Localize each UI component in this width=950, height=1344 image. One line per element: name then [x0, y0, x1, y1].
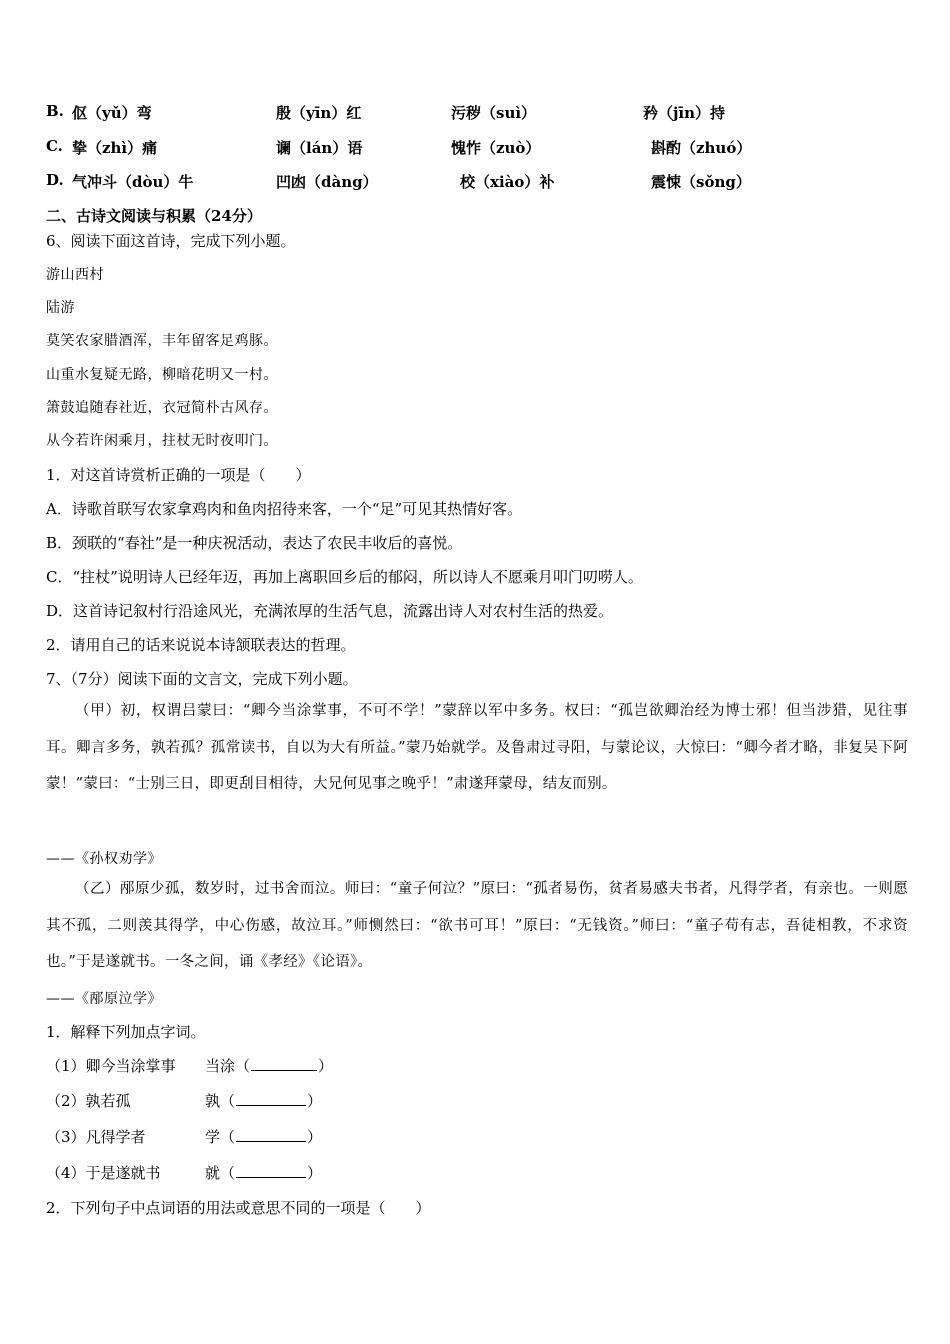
answer-blank[interactable] — [251, 1056, 317, 1071]
explain-item-1-text: （1）卿今当涂掌事 — [46, 1057, 176, 1075]
explain-item-3-text: （3）凡得学者 — [46, 1128, 146, 1146]
explain-item-1-answer — [205, 1055, 333, 1076]
explain-item-4-word: 就（ — [205, 1164, 236, 1182]
q6-choice-b: B．颈联的“春社”是一种庆祝活动，表达了农民丰收后的喜悦。 — [46, 534, 463, 552]
option-d-item-3: 校（xiào）补 — [460, 173, 555, 191]
explain-item-2-text: （2）孰若孤 — [46, 1092, 131, 1110]
option-d-item-4: 震悚（sǒng） — [651, 173, 751, 191]
option-c-item-3: 愧怍（zuò） — [451, 139, 541, 157]
option-c-item-4: 斟酌（zhuó） — [651, 139, 752, 157]
q6-sub1: 1．对这首诗赏析正确的一项是（ ） — [46, 466, 311, 484]
section-title: 二、古诗文阅读与积累（24分） — [46, 207, 262, 225]
passage-a: （甲）初，权谓吕蒙曰：“卿今当涂掌事，不可不学！”蒙辞以军中多务。权曰：“孤岂欲卿治经为博士邪！但当涉猎，见往事耳。卿言多务，孰若孤？孤常读书，自以为大有所益。”蒙乃始就学。及鲁肃过寻阳，与蒙论议，大惊曰：“卿今者才略，非复吴下阿蒙！”蒙曰：“士别三日，即更刮目相待，大兄何见事之晚乎！”肃遂拜蒙母，结友而别。 — [46, 703, 908, 792]
q6-choice-d: D．这首诗记叙村行沿途风光，充满浓厚的生活气息，流露出诗人对农村生活的热爱。 — [46, 602, 614, 620]
q7-prompt: 7、（7分）阅读下面的文言文，完成下列小题。 — [46, 670, 358, 688]
explain-item-3-close: ） — [307, 1128, 323, 1146]
explain-item-2-close: ） — [307, 1092, 323, 1110]
option-c-item-2: 谰（lán）语 — [276, 139, 363, 157]
option-b-item-1: 伛（yǔ）弯 — [72, 104, 152, 122]
source-b: ——《邴原泣学》 — [46, 991, 162, 1007]
explain-item-2-word: 孰（ — [205, 1092, 236, 1110]
q6-choice-a: A．诗歌首联写农家拿鸡肉和鱼肉招待来客，一个“足”可见其热情好客。 — [46, 500, 523, 518]
explain-item-4-answer — [205, 1162, 322, 1183]
q7-sub2: 2．下列句子中点词语的用法或意思不同的一项是（ ） — [46, 1199, 431, 1217]
explain-item-1-word: 当涂（ — [205, 1057, 251, 1075]
q6-sub2: 2．请用自己的话来说说本诗颔联表达的哲理。 — [46, 636, 356, 654]
poem-title: 游山西村 — [46, 267, 104, 283]
explain-item-2-answer — [205, 1090, 322, 1111]
option-d-item-1: 气冲斗（dòu）牛 — [72, 173, 194, 191]
poem-author: 陆游 — [46, 300, 75, 316]
passage-b: （乙）邴原少孤，数岁时，过书舍而泣。师曰：“童子何泣？”原曰：“孤者易伤，贫者易感夫书者，凡得学者，有亲也。一则愿其不孤，二则羡其得学，中心伤感，故泣耳。”师恻然曰：“欲书可耳！”原曰：“无钱资。”师曰：“童子苟有志，吾徒相教，不求资也。”于是遂就书。一冬之间，诵《孝经》《论语》。 — [46, 881, 908, 970]
answer-blank[interactable] — [236, 1091, 306, 1106]
source-a: ——《孙权劝学》 — [46, 851, 162, 867]
option-b-label: B. — [46, 102, 64, 120]
option-b-item-4: 矜（jīn）持 — [643, 104, 726, 122]
q6-choice-c: C．“拄杖”说明诗人已经年迈，再加上离职回乡后的郁闷，所以诗人不愿乘月叩门叨唠人。 — [46, 568, 643, 586]
q6-prompt: 6、阅读下面这首诗，完成下列小题。 — [46, 232, 296, 250]
option-d-label: D. — [46, 171, 64, 189]
answer-blank[interactable] — [236, 1127, 306, 1142]
q7-sub1: 1．解释下列加点字词。 — [46, 1023, 206, 1041]
option-c-item-1: 挚（zhì）痛 — [72, 139, 158, 157]
answer-blank[interactable] — [236, 1163, 306, 1178]
explain-item-4-text: （4）于是遂就书 — [46, 1164, 161, 1182]
poem-line: 箫鼓追随春社近，衣冠简朴古风存。 — [46, 400, 278, 416]
poem-line: 从今若许闲乘月，拄杖无时夜叩门。 — [46, 433, 278, 449]
explain-item-1-close: ） — [318, 1057, 334, 1075]
explain-item-4-close: ） — [307, 1164, 323, 1182]
explain-item-3-answer — [205, 1126, 322, 1147]
option-b-item-2: 殷（yīn）红 — [276, 104, 362, 122]
poem-line: 山重水复疑无路，柳暗花明又一村。 — [46, 367, 278, 383]
option-c-label: C. — [46, 137, 63, 155]
option-b-item-3: 污秽（suì） — [451, 104, 537, 122]
explain-item-3-word: 学（ — [205, 1128, 236, 1146]
option-d-item-2: 凹凼（dàng） — [276, 173, 378, 191]
poem-line: 莫笑农家腊酒浑，丰年留客足鸡豚。 — [46, 333, 278, 349]
